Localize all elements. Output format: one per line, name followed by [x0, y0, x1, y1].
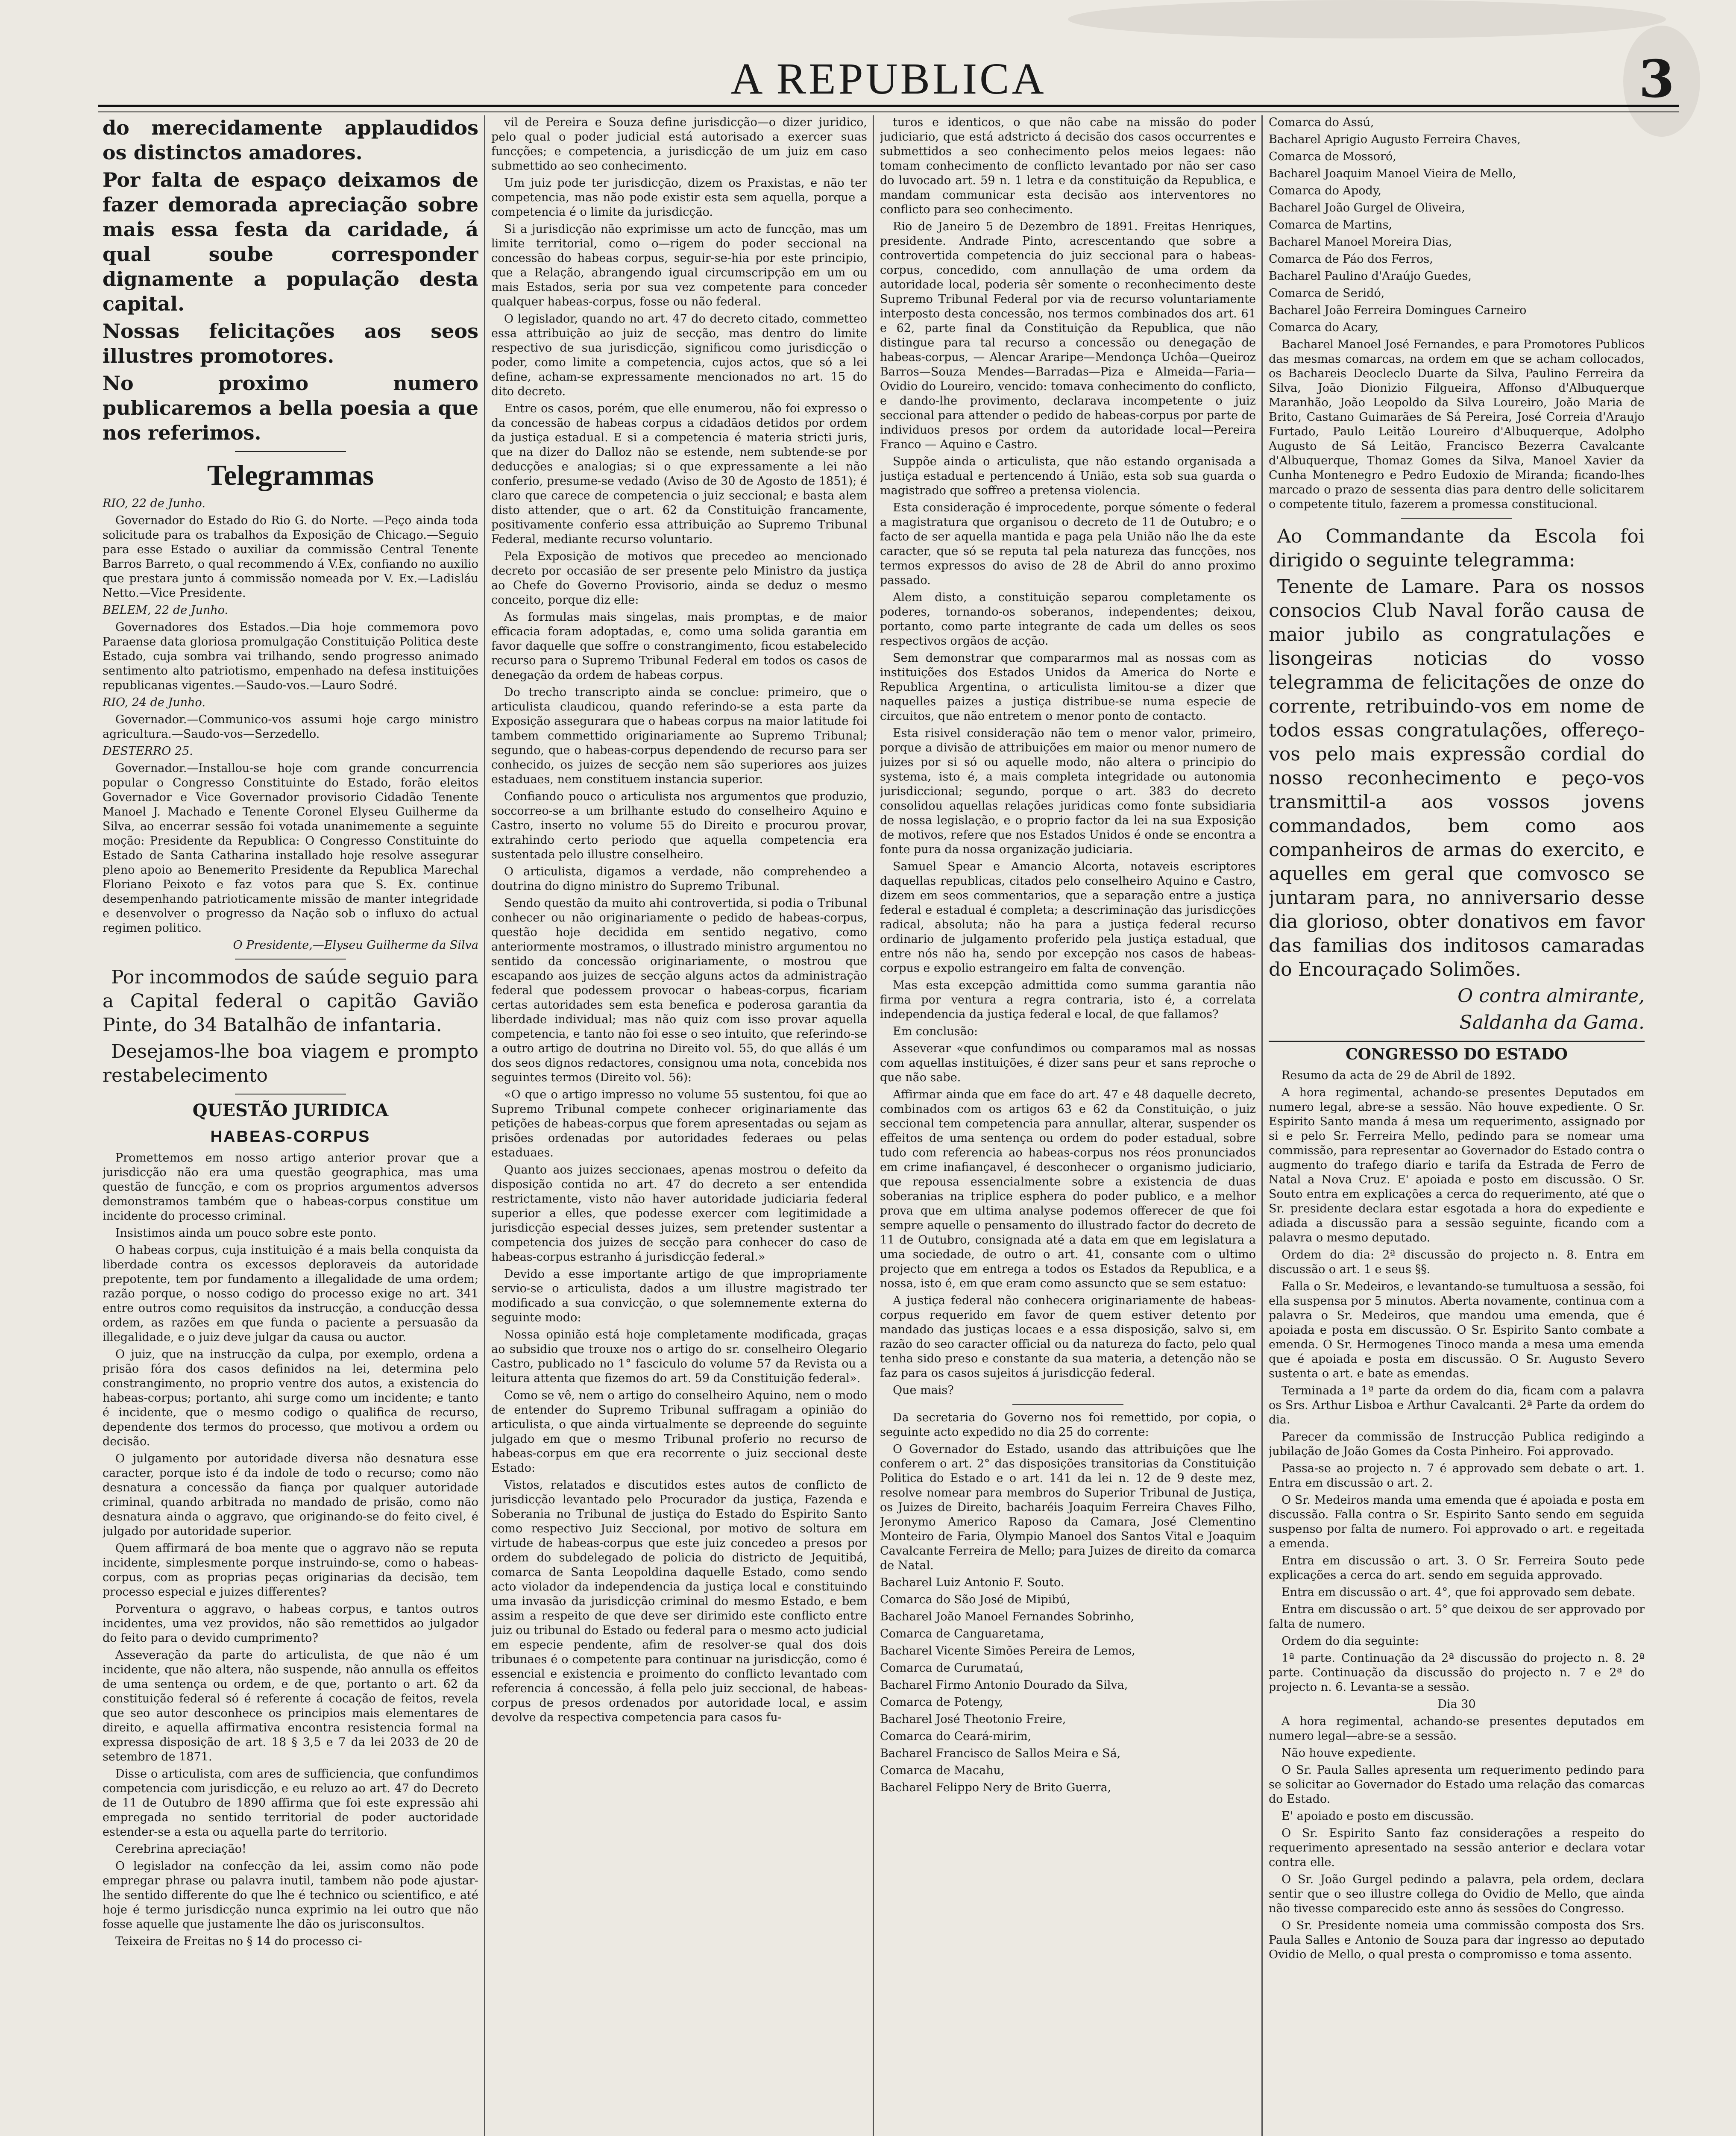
- article-paragraph: Samuel Spear e Amancio Alcorta, notaveis escriptores daquellas republicas, citados pelo conselheiro Aquino e Castro, dizem em seos commentarios, que a separação entre a justiça federal e estadual é completa; a descriminação das jurisdicções radical, absoluta; não ha para a justiça federal recurso ordinario de julgamento proferido pela justiça estadual, que entre nós não ha, sendo por excepção nos casos de habeas-corpus e expolio estrangeiro em falta de convenção.: [880, 860, 1256, 975]
- article-paragraph: Esta consideração é improcedente, porque sómente o federal a magistratura que organisou o decreto de 11 de Outubro; e o facto de ser aquella mantida e paga pela União não lhe da este caracter, que só se reputa tal pela natureza das funcções, nos termos expressos do aviso de 28 de Abril do anno proximo passado.: [880, 501, 1256, 587]
- paragraph: Nossas felicitações aos seos illustres promotores.: [103, 320, 478, 367]
- column-4: [1269, 115, 1645, 2136]
- telegram-intro: Ao Commandante da Escola foi dirigido o seguinte telegramma:: [1269, 525, 1645, 571]
- article-paragraph: Teixeira de Freitas no § 14 do processo ci-: [115, 1935, 362, 1948]
- article-paragraph: O juiz, que na instrucção da culpa, por exemplo, ordena a prisão fóra dos casos definidos na lei, determina pelo constrangimento, no proprio ventre dos autos, a existencia do habeas-corpus; portanto, ahi surge como um incidente; e tanto é incidente, que o mesmo codigo o qualifica de recurso, dependente dos termos do processo, que motivou a ordem ou decisão.: [103, 1348, 478, 1448]
- habeas-corpus-heading: HABEAS-CORPUS: [210, 1128, 371, 1146]
- article-paragraph: «O que o artigo impresso no volume 55 sustentou, foi que ao Supremo Tribunal compete conhecer originariamente das petições de habeas-corpus que forem apresentadas ou sejam as prisões ordenadas por autoridades federaes ou pelas estaduaes.: [491, 1088, 867, 1159]
- article-paragraph: O legislador na confecção da lei, assim como não pode empregar phrase ou palavra inutil, tambem não pode ajustar-lhe sentido differente do que lhe é technico ou scientifico, e até hoje é termo jurisdicção nunca exprimio na lei outro que não fosse aquelle que justamente lhe dão os jurisconsultos.: [103, 1860, 478, 1931]
- minutes-paragraph: Não houve expediente.: [1281, 1746, 1416, 1760]
- article-paragraph: Do trecho transcripto ainda se conclue: primeiro, que o articulista claudicou, quando referindo-se a esta parte da Exposição assegurara que o habeas corpus na maior latitude foi tambem commettido originariamente ao Supremo Tribunal; segundo, que o habeas-corpus dependendo de recurso para ser conhecido, os juizes de secção nem são superiores aos juizes estaduaes, nem constituem instancia superior.: [491, 686, 867, 786]
- article-paragraph: Em conclusão:: [893, 1025, 978, 1038]
- article-paragraph: turos e identicos, o que não cabe na missão do poder judiciario, que está adstricto á decisão dos casos occurrentes e submettidos a seo conhecimento pelos meios legaes: não tomam conhecimento de conflicto levantado por não ser caso do luvocado art. 59 n. 1 letra e da constituição da Republica, e mandam communicar esta decisão aos interventores no conflicto para seo conhecimento.: [880, 116, 1256, 216]
- minutes-paragraph: Passa-se ao projecto n. 7 é approvado sem debate o art. 1. Entra em discussão o art. 2.: [1269, 1462, 1645, 1490]
- article-paragraph: Rio de Janeiro 5 de Dezembro de 1891. Freitas Henriques, presidente. Andrade Pinto, acrescentando que sobre a controvertida competencia do juiz seccional para o habeas-corpus, concedido, com annullação de uma ordem da autoridade local, poderia sêr somente o reconhecimento deste Supremo Tribunal Federal por via de recurso voluntariamente interposto desta concessão, nos termos combinados dos art. 61 e 62, parte final da Constituição da Republica, que não distingue para tal recurso a concessão ou denegação de habeas-corpus, — Alencar Araripe—Mendonça Uchôa—Queiroz Barros—Souza Mendes—Barradas—Piza e Almeida—Faria—Ovidio do Loureiro, vencido: tomava conhecimento do conflicto, e dando-lhe provimento, declarava incompetente o juiz seccional para attender o pedido de habeas-corpus por parte de individuos presos por ordem da autoridade local—Pereira Franco — Aquino e Castro.: [880, 220, 1256, 451]
- article-paragraph: O articulista, digamos a verdade, não comprehendeo a doutrina do digno ministro do Supremo Tribunal.: [491, 865, 867, 893]
- minutes-paragraph: Terminada a 1ª parte da ordem do dia, ficam com a palavra os Srs. Arthur Lisboa e Arthur Cavalcanti. 2ª Parte da ordem do dia.: [1269, 1384, 1645, 1426]
- list-item: Comarca de Canguaretama,: [880, 1627, 1044, 1640]
- minutes-paragraph: 1ª parte. Continuação da 2ª discussão do projecto n. 8. 2ª parte. Continuação da discussão do projecto n. 7 e 2ª do projecto n. 6. Levanta-se a sessão.: [1269, 1652, 1645, 1694]
- minutes-paragraph: Entra em discussão o art. 3. O Sr. Ferreira Souto pede explicações a cerca do art. sendo em seguida approvado.: [1269, 1554, 1645, 1582]
- list-item: Comarca de Macahu,: [880, 1764, 1005, 1777]
- article-paragraph: Quem affirmará de boa mente que o aggravo não se reputa incidente, simplesmente porque instruindo-se, como o habeas-corpus, com as proprias peças originarias da decisão, tem processo especial e juizes differentes?: [103, 1542, 478, 1599]
- top-edge-stain: [1068, 0, 1666, 38]
- telegram-text: Governadores dos Estados.—Dia hoje commemora povo Paraense data gloriosa promulgação Constituição Politica deste Estado, cuja sombra vai trilhando, sendo progresso animado sentimento alto patriotismo, empenhado na defesa instituições republicanas vigentes.—Saudo-vos.—Lauro Sodré.: [103, 621, 478, 692]
- article-paragraph: Promettemos em nosso artigo anterior provar que a jurisdicção não era uma questão geographica, mas uma questão de funcção, e com os proprios argumentos adversos demonstramos também que o habeas-corpus constitue um incidente do processo criminal.: [103, 1151, 478, 1223]
- article-paragraph: Como se vê, nem o artigo do conselheiro Aquino, nem o modo de entender do Supremo Tribunal suffragam a opinião do articulista, o que ainda virtualmente se depreende do seguinte julgado em que o mesmo Tribunal proferio no recurso de habeas-corpus em que era recorrente o juiz seccional deste Estado:: [491, 1389, 867, 1475]
- list-item: Bacharel Firmo Antonio Dourado da Silva,: [880, 1678, 1128, 1692]
- list-item: Bacharel Manoel Moreira Dias,: [1269, 235, 1452, 249]
- masthead-rule: [98, 105, 1679, 112]
- column-separator: [484, 115, 485, 2136]
- list-item: Bacharel Paulino d'Araújo Guedes,: [1269, 270, 1472, 283]
- article-paragraph: O legislador, quando no art. 47 do decreto citado, commetteo essa attribuição ao juiz de secção, mas dentro do limite respectivo de sua jurisdicção, significou como jurisdicção o poder, como limite a competencia, cujos actos, que só a lei define, acham-se expressamente mencionados no art. 15 do dito decreto.: [491, 312, 867, 398]
- list-item: Comarca do Acary,: [1269, 321, 1379, 334]
- newspaper-title: A REPUBLICA: [730, 54, 1047, 103]
- article-paragraph: Sendo questão da muito ahi controvertida, si podia o Tribunal conhecer ou não originariamente o pedido de habeas-corpus, questão hoje decidida em sentido negativo, como anteriormente mostramos, o illustrado ministro argumentou no sentido da concessão originariamente, o mostrou que escapando aos juizes de secção alguns actos da administração federal que podessem provocar o habeas-corpus, ficariam certas autoridades sem esta benefica e poderosa garantia da liberdade individual; mas não quiz com isso provar aquella competencia, e tanto não foi esse o seo intuito, que referindo-se a outro artigo de doutrina no Direito vol. 55, do que allás é um dos seos dignos redactores, consignou uma nota, concebida nos seguintes termos (Direito vol. 56):: [491, 897, 867, 1084]
- telegram-dateline: BELEM, 22 de Junho.: [103, 604, 229, 617]
- minutes-paragraph: O Sr. Espirito Santo faz considerações a respeito do requerimento apresentado na sessão anterior e declara votar contra elle.: [1269, 1827, 1645, 1869]
- page-number: 3: [1639, 49, 1674, 109]
- article-paragraph: Devido a esse importante artigo de que impropriamente servio-se o articulista, dados a um illustre magistrado ter modificado a sua convicção, o que solemnemente externa do seguinte modo:: [491, 1268, 867, 1324]
- article-paragraph: Pela Exposição de motivos que precedeo ao mencionado decreto por occasião de ser presente pelo Ministro da justiça ao Chefe do Governo Provisorio, ainda se deduz o mesmo conceito, porque diz elle:: [491, 550, 867, 607]
- telegram-text: Governador.—Installou-se hoje com grande concurrencia popular o Congresso Constituinte do Estado, forão eleitos Governador e Vice Governador provisorio Cidadão Tenente Manoel J. Machado e Tenente Coronel Elyseu Guilherme da Silva, ao encerrar sessão foi votada unanimemente a seguinte moção: Presidente da Republica: O Congresso Constituinte do Estado de Santa Catharina installado hoje resolve assegurar pleno apoio ao Benemerito Presidente da Republica Marechal Floriano Peixoto e faz votos para que S. Ex. continue desempenhando patrioticamente missão de manter integridade e desenvolver o progresso da Nação sob o influxo do actual regimen politico.: [103, 762, 478, 935]
- list-item: Comarca de Mossoró,: [1269, 150, 1396, 163]
- column-separator: [873, 115, 874, 2136]
- article-paragraph: Quanto aos juizes seccionaes, apenas mostrou o defeito da disposição contida no art. 47 do decreto a ser entendida restrictamente, visto não haver autoridade judiciaria federal superior a elles, que podesse exercer com legitimidade a jurisdicção especial desses juizes, sem pretender sustentar a competencia dos juizes de secção para conhecer do caso de habeas-corpus estranho á jurisdicção federal.»: [491, 1163, 867, 1264]
- appointments-list: [880, 1576, 1256, 1795]
- list-item: Bacharel João Manoel Fernandes Sobrinho,: [880, 1610, 1135, 1623]
- article-paragraph: Confiando pouco o articulista nos argumentos que produzio, soccorreo-se a um brilhante estudo do conselheiro Aquino e Castro, inserto no volume 55 do Direito e procurou provar, extrahindo certo periodo que aquella competencia era sustentada pelo illustre conselheiro.: [491, 790, 867, 861]
- paragraph: Desejamos-lhe boa viagem e prompto restabelecimento: [103, 1041, 478, 1086]
- minutes-day: Dia 30: [1437, 1698, 1476, 1711]
- intro-paragraph: do merecidamente applaudidos os distinctos amadores.: [103, 116, 478, 164]
- article-paragraph: Asseverar «que confundimos ou comparamos mal as nossas com aquellas instituições, é dizer sans peur et sans reproche o que não sabe.: [880, 1042, 1256, 1084]
- telegram-dateline: RIO, 24 de Junho.: [103, 696, 205, 709]
- list-item: Comarca de Curumataú,: [880, 1661, 1024, 1675]
- minutes-paragraph: Resumo da acta de 29 de Abril de 1892.: [1281, 1069, 1516, 1082]
- paragraph: Por incommodos de saúde seguio para a Capital federal o capitão Gavião Pinte, do 34 Batalhão de infantaria.: [103, 966, 478, 1036]
- decree-text: O Governador do Estado, usando das attribuições que lhe conferem o art. 2° das disposições transitorias da Constituição Politica do Estado e o art. 141 da lei n. 12 de 9 deste mez, resolve nomear para membros do Superior Tribunal de Justiça, os Juizes de Direito, bacharéis Joaquim Ferreira Chaves Filho, Jeronymo Americo Raposo da Camara, José Clementino Monteiro de Faria, Olympio Manoel dos Santos Vital e Joaquim Cavalcante Ferreira de Mello; para Juizes de direito da comarca de Natal.: [880, 1443, 1256, 1572]
- questao-juridica-heading: QUESTÃO JURIDICA: [192, 1100, 389, 1121]
- divider: [1401, 518, 1512, 519]
- telegram-text: Governador do Estado do Rio G. do Norte. —Peço ainda toda solicitude para os trabalhos da Exposição de Chicago.—Seguio para esse Estado o auxiliar da commissão Central Tenente Barros Barreto, o qual recommendo á V.Ex, confiando no auxilio que prestara junto á commissão nomeada por V. Ex.—Ladisláu Netto.—Vice Presidente.: [103, 514, 478, 600]
- minutes-paragraph: O Sr. Medeiros manda uma emenda que é apoiada e posta em discussão. Falla contra o Sr. Espirito Santo sendo em seguida suspenso por falta de numero. Foi approvado o art. e regeitada a emenda.: [1269, 1493, 1645, 1550]
- list-item: Comarca de Seridó,: [1269, 287, 1385, 300]
- article-paragraph: Nossa opinião está hoje completamente modificada, graças ao subsidio que trouxe nos o artigo do sr. conselheiro Olegario Castro, publicado no 1° fasciculo do volume 57 da Revista ou a leitura attenta que fizemos do art. 59 da Constituição federal».: [491, 1328, 867, 1385]
- minutes-paragraph: E' apoiado e posto em discussão.: [1281, 1810, 1474, 1823]
- divider: [1012, 1404, 1123, 1405]
- column-2: [491, 115, 867, 2136]
- column-3: [880, 115, 1256, 2136]
- article-paragraph: Sem demonstrar que compararmos mal as nossas com as instituições dos Estados Unidos da America do Norte e Republica Argentina, o articulista limitou-se a dizer que naquelles paizes a justiça distribue-se numa especie de circuitos, que não entretem o menor ponto de contacto.: [880, 651, 1256, 723]
- article-paragraph: Vistos, relatados e discutidos estes autos de conflicto de jurisdicção levantado pelo Procurador da justiça, Fazenda e Soberania no Tribunal de justiça do Estado do Espirito Santo como respectivo Juiz Seccional, por motivo de soltura em virtude de habeas-corpus que este juiz concedeo a presos por ordem do subdelegado de policia do districto de Jequitibá, comarca de Santa Leopoldina daquelle Estado, como sendo acto violador da independencia da justiça local e constituindo uma invasão da jurisdicção criminal do mesmo Estado, e bem assim a respeito de que deve ser dirimido este conflicto entre juiz ou tribunal do Estado ou federal para o mesmo acto judicial em especie pendente, afim de resolver-se qual dos dois tribunaes é o competente para continuar na jurisdicção, como é essencial e existencia e proimento do conflicto levantado com referencia á concessão, á fella pelo juiz seccional, de habeas-corpus de presos ordenados por autoridade local, e assim devolve da respectiva competencia para casos fu-: [491, 1479, 867, 1724]
- minutes-paragraph: A hora regimental, achando-se presentes Deputados em numero legal, abre-se a sessão. Não houve expediente. O Sr. Espirito Santo manda á mesa um requerimento, assignado por si e pelo Sr. Ferreira Mello, pedindo para se nomear uma commissão, para representar ao Governador do Estado contra o augmento do trafego diario e tarifa da Estrada de Ferro de Natal a Nova Cruz. E' apoiada e posto em discussão. O Sr. Souto entra em explicações a cerca do requerimento, até que o Sr. presidente declara estar esgotada a hora do expediente e adiada a discussão para a sessão seguinte, ficando com a palavra o mesmo deputado.: [1269, 1086, 1645, 1244]
- list-item: Bacharel Aprigio Augusto Ferreira Chaves,: [1269, 133, 1521, 146]
- telegram-dateline: DESTERRO 25.: [103, 745, 193, 758]
- article-paragraph: Porventura o aggravo, o habeas corpus, e tantos outros incidentes, uma vez providos, não são remettidos ao julgador do feito para o devido cumprimento?: [103, 1602, 478, 1645]
- telegram-signature: O Presidente,—Elyseu Guilherme da Silva: [233, 939, 478, 952]
- divider: [235, 451, 346, 452]
- decree-intro: Da secretaria do Governo nos foi remettido, por copia, o seguinte acto expedido no dia 25 do corrente:: [880, 1411, 1256, 1439]
- article-paragraph: Entre os casos, porém, que elle enumerou, não foi expresso o da concessão de habeas corpus a cidadãos detidos por ordem da justiça estadual. E si a competencia é materia stricti juris, que na dizer do Dalloz não se estende, nem subtende-se por deducções e analogias; si o que expressamente a lei não conferio, presume-se vedado (Aviso de 30 de Agosto de 1851); é claro que carece de competencia o juiz seccional; e basta alem disto attender, que o art. 62 da Constituição francamente, positivamente conferio essa attribuição ao Supremo Tribunal Federal, mediante recurso voluntario.: [491, 402, 867, 546]
- article-paragraph: vil de Pereira e Souza define jurisdicção—o dizer juridico, pelo qual o poder judicial está autorisado a exercer suas funcções; e competencia, a jurisdicção de um juiz em caso submettido ao seo conhecimento.: [491, 116, 867, 173]
- telegram-body: Tenente de Lamare. Para os nossos consocios Club Naval forão causa de maior jubilo as congratulações e lisongeiras noticias do vosso telegramma de felicitações de onze do corrente, retribuindo-vos em nome de todos essas congratulações, offereço-vos pelo mais expressão cordial do nosso reconhecimento e peço-vos transmittil-a aos vossos jovens commandados, bem como aos companheiros de armas do exercito, e aquelles em geral que comvosco se juntaram para, no anniversario desse dia glorioso, obter donativos em favor das familias dos inditosos camaradas do Encouraçado Solimões.: [1269, 576, 1645, 980]
- article-paragraph: Affirmar ainda que em face do art. 47 e 48 daquelle decreto, combinados com os artigos 63 e 62 da Constituição, o juiz seccional tem competencia para annullar, alterar, suspender os effeitos de uma sentença ou ordem do poder estadual, sobre tudo com referencia ao habeas-corpus nos réos pronunciados em crime inafiançavel, é desconhecer o organismo judiciario, que repousa essencialmente sobre a existencia de duas soberanias na triplice esphera do poder publico, e a melhor prova que em ultima analyse podemos offerecer de que foi sempre aquelle o pensamento do illustrado factor do decreto de 11 de Outubro, consignada até a data em que em legislatura a uma sociedade, de outro o art. 41, consante com o ultimo projecto que em entrega a todos os Estados da Republica, e a nossa, isto é, em que eram como assuncto que se sem estatuo:: [880, 1088, 1256, 1290]
- list-item: Bacharel José Theotonio Freire,: [880, 1713, 1066, 1726]
- article-paragraph: O julgamento por autoridade diversa não desnatura esse caracter, porque isto é da indole de todo o recurso; como não desnatura a concessão da fiança por qualquer autoridade criminal, quando arbitrada no mandado de prisão, como não desnatura ainda o aggravo, que originando-se do feito civel, é julgado por autoridade superior.: [103, 1452, 478, 1538]
- minutes-paragraph: A hora regimental, achando-se presentes deputados em numero legal—abre-se a sessão.: [1269, 1715, 1645, 1743]
- list-item: Comarca de Potengy,: [880, 1696, 1003, 1709]
- article-paragraph: Esta risivel consideração não tem o menor valor, primeiro, porque a divisão de attribuições em maior ou menor numero de juizes por si só ou aquelle modo, não altera o principio do systema, isto é, a mais completa integridade ou autonomia jurisdiccional; segundo, porque o art. 383 do decreto consolidou aquellas relações juridicas como fonte subsidiaria de nossa legislação, e o proprio factor da lei na sua Exposição de motivos, refere que nos Estados Unidos é onde se encontra a fonte pura da nossa organização judiciaria.: [880, 727, 1256, 856]
- paragraph: No proximo numero publicaremos a bella poesia a que nos referimos.: [103, 372, 478, 444]
- congresso-heading: CONGRESSO DO ESTADO: [1269, 1041, 1645, 1064]
- article-paragraph: Um juiz pode ter jurisdicção, dizem os Praxistas, e não ter competencia, mas não pode existir esta sem aquella, porque a competencia é o limite da jurisdicção.: [491, 176, 867, 219]
- article-paragraph: A justiça federal não conhecera originariamente de habeas-corpus requerido em favor de quem estiver detento por mandado das justiças locaes e a essa disposição, salvo si, em razão do seo caracter official ou da natureza do facto, pelo qual tenha sido preso e constante da sua materia, a detenção não se faz para os casos sujeitos á jurisdicção federal.: [880, 1294, 1256, 1380]
- list-item: Bacharel João Ferreira Domingues Carneiro: [1269, 304, 1527, 317]
- list-item: Bacharel Luiz Antonio F. Souto.: [880, 1576, 1064, 1589]
- list-item: Bacharel João Gurgel de Oliveira,: [1269, 201, 1465, 214]
- minutes-paragraph: Ordem do dia seguinte:: [1281, 1634, 1419, 1648]
- article-paragraph: Suppõe ainda o articulista, que não estando organisada a justiça estadual e pertencendo á União, esta sob sua guarda o magistrado que soffreo a pretensa violencia.: [880, 455, 1256, 497]
- article-paragraph: Mas esta excepção admittida como summa garantia não firma por ventura a regra contraria, isto é, a correlata independencia da justiça federal e local, de que fallamos?: [880, 979, 1256, 1021]
- minutes-paragraph: Entra em discussão o art. 5° que deixou de ser approvado por falta de numero.: [1269, 1603, 1645, 1631]
- article-paragraph: Insistimos ainda um pouco sobre este ponto.: [115, 1226, 376, 1240]
- article-paragraph: Cerebrina apreciação!: [115, 1843, 246, 1856]
- telegram-signature-title: O contra almirante,: [1457, 985, 1645, 1007]
- article-paragraph: Alem disto, a constituição separou completamente os poderes, tornando-os soberanos, independentes; deixou, portanto, como parte integrante de cada um delles os seos respectivos orgãos de acção.: [880, 591, 1256, 648]
- list-item: Bacharel Joaquim Manoel Vieira de Mello,: [1269, 167, 1516, 180]
- minutes-paragraph: Parecer da commissão de Instrucção Publica redigindo a jubilação de João Gomes da Costa Pinheiro. Foi approvado.: [1269, 1430, 1645, 1458]
- list-item: Comarca do Apody,: [1269, 184, 1382, 197]
- list-item: Bacharel Vicente Simões Pereira de Lemos,: [880, 1644, 1135, 1658]
- article-paragraph: Bacharel Manoel José Fernandes, e para Promotores Publicos das mesmas comarcas, na ordem em que se acham collocados, os Bachareis Deocleclo Duarte da Silva, Paulino Ferreira da Silva, João Dionizio Filgueira, Affonso d'Albuquerque Maranhão, João Leopoldo da Silva Loureiro, João Maria de Brito, Castano Guimarães de Sá Pereira, José Correia d'Araujo Furtado, Paulo Leitão Loureiro d'Albuquerque, Adolpho Augusto de Sá Leitão, Francisco Bezerra Cavalcante d'Albuquerque, Thomaz Gomes da Silva, Manoel Xavier da Cunha Montenegro e Pedro Eudoxio de Miranda; ficando-lhes marcado o prazo de sessenta dias para dentro delle solicitarem o competente titulo, fazerem a promessa constitucional.: [1269, 338, 1645, 511]
- list-item: Comarca de Martins,: [1269, 218, 1393, 232]
- telegram-signature-name: Saldanha da Gama.: [1459, 1012, 1645, 1033]
- article-paragraph: Asseveração da parte do articulista, de que não é um incidente, que não altera, não suspende, não annulla os effeitos de uma sentença ou ordem, e de que, portanto o art. 62 da constituição federal só é referente á cocação de feitos, revela que seo autor desconhece os principios mais elementares de direito, e aquella affirmativa encontra resistencia formal na expressa disposição de art. 18 § 3,5 e 7 da lei 2033 de 20 de setembro de 1871.: [103, 1649, 478, 1763]
- telegram-dateline: RIO, 22 de Junho.: [103, 497, 205, 510]
- article-paragraph: Que mais?: [893, 1384, 954, 1397]
- minutes-paragraph: Entra em discussão o art. 4°, que foi approvado sem debate.: [1281, 1586, 1636, 1599]
- article-paragraph: Si a jurisdicção não exprimisse um acto de funcção, mas um limite territorial, como o—rigem do poder seccional na concessão do habeas corpus, seguir-se-hia por este principio, que a Relação, abrangendo igual circumscripção em um ou mais Estados, seria por sua vez competente para conceder qualquer habeas-corpus, fosse ou não federal.: [491, 223, 867, 308]
- appointments-list: [1269, 115, 1645, 335]
- list-item: Comarca do São José de Mipibú,: [880, 1593, 1070, 1606]
- minutes-paragraph: Falla o Sr. Medeiros, e levantando-se tumultuosa a sessão, foi ella suspensa por 5 minutos. Aberta novamente, continua com a palavra o Sr. Medeiros, que mandou uma emenda, que é apoiada e posta em discussão. O Sr. Espirito Santo combate a emenda. O Sr. Hermogenes Tinoco manda a mesa uma emenda que é apoiada e posta em discussão. O Sr. Augusto Severo sustenta o art. e bate as emendas.: [1269, 1280, 1645, 1380]
- masthead: [98, 45, 1679, 109]
- paragraph: Por falta de espaço deixamos de fazer demorada apreciação sobre mais essa festa da caridade, á qual soube corresponder dignamente a população desta capital.: [103, 168, 478, 315]
- minutes-paragraph: O Sr. Paula Salles apresenta um requerimento pedindo para se solicitar ao Governador do Estado uma relação das comarcas do Estado.: [1269, 1763, 1645, 1806]
- article-paragraph: Disse o articulista, com ares de sufficiencia, que confundimos competencia com jurisdicção, e eu reluzo ao art. 47 do Decreto de 11 de Outubro de 1890 affirma que foi este expressão ahi empregada no sentido territorial de poder auctoridade estender-se a esta ou aquella parte do territorio.: [103, 1767, 478, 1839]
- list-item: Comarca do Assú,: [1269, 116, 1374, 129]
- list-item: Bacharel Felippo Nery de Brito Guerra,: [880, 1781, 1111, 1794]
- list-item: Comarca do Ceará-mirim,: [880, 1730, 1032, 1743]
- minutes-paragraph: O Sr. João Gurgel pedindo a palavra, pela ordem, declara sentir que o seo illustre collega do Ovidio de Mello, que ainda não tivesse comparecido este anno ás sessões do Congresso.: [1269, 1873, 1645, 1915]
- telegrammas-heading: Telegrammas: [207, 459, 374, 491]
- article-paragraph: O habeas corpus, cuja instituição é a mais bella conquista da liberdade contra os excessos deploraveis da autoridade prepotente, tem por fundamento a illegalidade de uma ordem; razão porque, o nosso codigo do processo exige no art. 341 entre outros como requisitos da instrucção, a conducção dessa ordem, as razões em que funda o paciente a persuasão da illegalidade, e o juiz deve julgar da causa ou auctor.: [103, 1244, 478, 1344]
- list-item: Comarca de Páo dos Ferros,: [1269, 252, 1433, 266]
- column-separator: [1261, 115, 1263, 2136]
- telegram-text: Governador.—Communico-vos assumi hoje cargo ministro agricultura.—Saudo-vos—Serzedello.: [103, 713, 478, 741]
- minutes-paragraph: O Sr. Presidente nomeia uma commissão composta dos Srs. Paula Salles e Antonio de Souza para dar ingresso ao deputado Ovidio de Mello, o qual presta o compromisso e toma assento.: [1269, 1919, 1645, 1961]
- minutes-paragraph: Ordem do dia: 2ª discussão do projecto n. 8. Entra em discussão o art. 1 e seus §§.: [1269, 1248, 1645, 1276]
- column-1: [103, 115, 478, 2136]
- list-item: Bacharel Francisco de Sallos Meira e Sá,: [880, 1747, 1121, 1760]
- article-paragraph: As formulas mais singelas, mais promptas, e de maior efficacia foram adoptadas, e, como uma solida garantia em favor daquelle que soffre o constrangimento, ficou estabelecido recurso para o Supremo Tribunal Federal em todos os casos de denegação da ordem de habeas corpus.: [491, 610, 867, 682]
